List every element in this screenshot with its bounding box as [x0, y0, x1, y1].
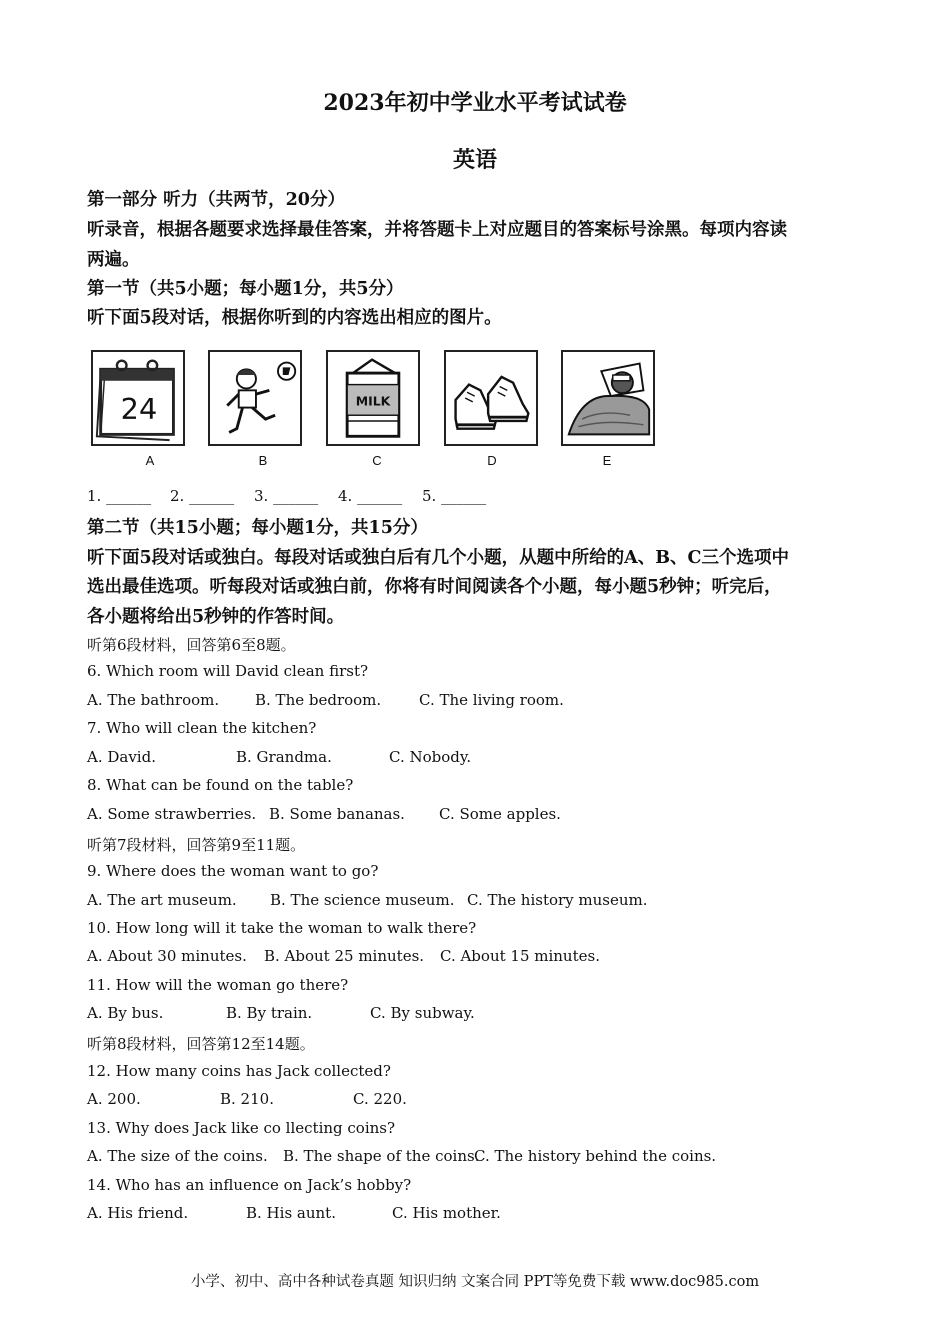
answer-blank-5: 5. ______	[422, 487, 487, 505]
picture-label-a: A	[145, 453, 155, 468]
subject-title: 英语	[452, 147, 497, 173]
question-7-options	[0, 748, 950, 768]
answer-blank-3: 3. ______	[254, 487, 319, 505]
option-b: B. By train.	[226, 1004, 313, 1022]
option-c: C. The history behind the coins.	[474, 1147, 717, 1165]
answer-blank-1: 1. ______	[87, 487, 152, 505]
material-8-intro: 听第8段材料，回答第12至14题。	[87, 1035, 315, 1053]
question-12: 12. How many coins has Jack collected?	[87, 1062, 391, 1080]
section1-instruction: 听下面5段对话，根据你听到的内容选出相应的图片。	[87, 308, 502, 328]
section2-instruction-line1: 听下面5段对话或独白。每段对话或独白后有几个小题，从题中所给的A、B、C三个选项中	[87, 548, 789, 568]
exam-title: 2023年初中学业水平考试试卷	[323, 90, 627, 116]
question-8: 8. What can be found on the table?	[87, 776, 354, 794]
question-14-options	[0, 1204, 950, 1224]
picture-label-e: E	[602, 453, 612, 468]
option-c: C. By subway.	[370, 1004, 475, 1022]
part1-instructions-line2: 两遍。	[87, 250, 140, 270]
calendar-day-text: 24	[120, 392, 158, 427]
option-c: C. The living room.	[419, 691, 564, 709]
option-a: A. The size of the coins.	[87, 1147, 268, 1165]
picture-c-milk-carton-icon	[326, 350, 420, 446]
option-a: A. David.	[87, 748, 156, 766]
material-7-intro: 听第7段材料，回答第9至11题。	[87, 836, 306, 854]
question-14: 14. Who has an influence on Jack’s hobby?	[87, 1176, 412, 1194]
option-b: B. His aunt.	[246, 1204, 336, 1222]
picture-e-sick-in-bed-icon	[561, 350, 655, 446]
option-c: C. 220.	[353, 1090, 407, 1108]
option-b: B. 210.	[220, 1090, 274, 1108]
option-b: B. The shape of the coins.	[283, 1147, 480, 1165]
part1-instructions-line1: 听录音，根据各题要求选择最佳答案，并将答题卡上对应题目的答案标号涂黑。每项内容读	[87, 220, 787, 240]
footer-download-notice: 小学、初中、高中各种试卷真题 知识归纳 文案合同 PPT等免费下载 www.doc985.com	[190, 1274, 760, 1290]
milk-label-text: MILK	[355, 393, 391, 409]
option-a: A. His friend.	[87, 1204, 189, 1222]
section2-heading: 第二节（共15小题；每小题1分，共15分）	[87, 518, 428, 538]
option-a: A. The art museum.	[87, 891, 237, 909]
section1-heading: 第一节（共5小题；每小题1分，共5分）	[87, 279, 404, 299]
option-c: C. Nobody.	[389, 748, 472, 766]
question-11: 11. How will the woman go there?	[87, 976, 349, 994]
option-c: C. Some apples.	[439, 805, 561, 823]
material-6-intro: 听第6段材料，回答第6至8题。	[87, 636, 296, 654]
question-11-options	[0, 1004, 950, 1024]
option-a: A. 200.	[87, 1090, 141, 1108]
question-6: 6. Which room will David clean first?	[87, 662, 369, 680]
option-b: B. Some bananas.	[269, 805, 405, 823]
question-13: 13. Why does Jack like co llecting coins?	[87, 1119, 396, 1137]
question-8-options	[0, 805, 950, 825]
answer-blank-2: 2. ______	[170, 487, 235, 505]
option-c: C. The history museum.	[467, 891, 648, 909]
question-7: 7. Who will clean the kitchen?	[87, 719, 317, 737]
option-b: B. About 25 minutes.	[264, 947, 425, 965]
question-10: 10. How long will it take the woman to walk there?	[87, 919, 477, 937]
picture-b-boy-kicking-ball-icon	[208, 350, 302, 446]
option-b: B. Grandma.	[236, 748, 332, 766]
picture-label-d: D	[487, 453, 497, 468]
question-6-options	[0, 691, 950, 711]
option-a: A. The bathroom.	[87, 691, 220, 709]
picture-label-c: C	[372, 453, 382, 468]
picture-a-calendar-icon	[91, 350, 185, 446]
option-c: C. His mother.	[392, 1204, 501, 1222]
option-c: C. About 15 minutes.	[440, 947, 600, 965]
option-a: A. Some strawberries.	[87, 805, 257, 823]
part1-heading: 第一部分 听力（共两节，20分）	[87, 190, 345, 210]
option-a: A. By bus.	[87, 1004, 164, 1022]
question-9: 9. Where does the woman want to go?	[87, 862, 379, 880]
option-b: B. The bedroom.	[255, 691, 382, 709]
question-10-options	[0, 947, 950, 967]
answer-blank-4: 4. ______	[338, 487, 403, 505]
section2-instruction-line2: 选出最佳选项。听每段对话或独白前，你将有时间阅读各个小题，每小题5秒钟；听完后，	[87, 577, 782, 597]
option-b: B. The science museum.	[270, 891, 455, 909]
section2-instruction-line3: 各小题将给出5秒钟的作答时间。	[87, 607, 345, 627]
question-13-options	[0, 1147, 950, 1167]
picture-label-b: B	[258, 453, 268, 468]
picture-d-sneakers-icon	[444, 350, 538, 446]
option-a: A. About 30 minutes.	[87, 947, 247, 965]
question-12-options	[0, 1090, 950, 1110]
question-9-options	[0, 891, 950, 911]
